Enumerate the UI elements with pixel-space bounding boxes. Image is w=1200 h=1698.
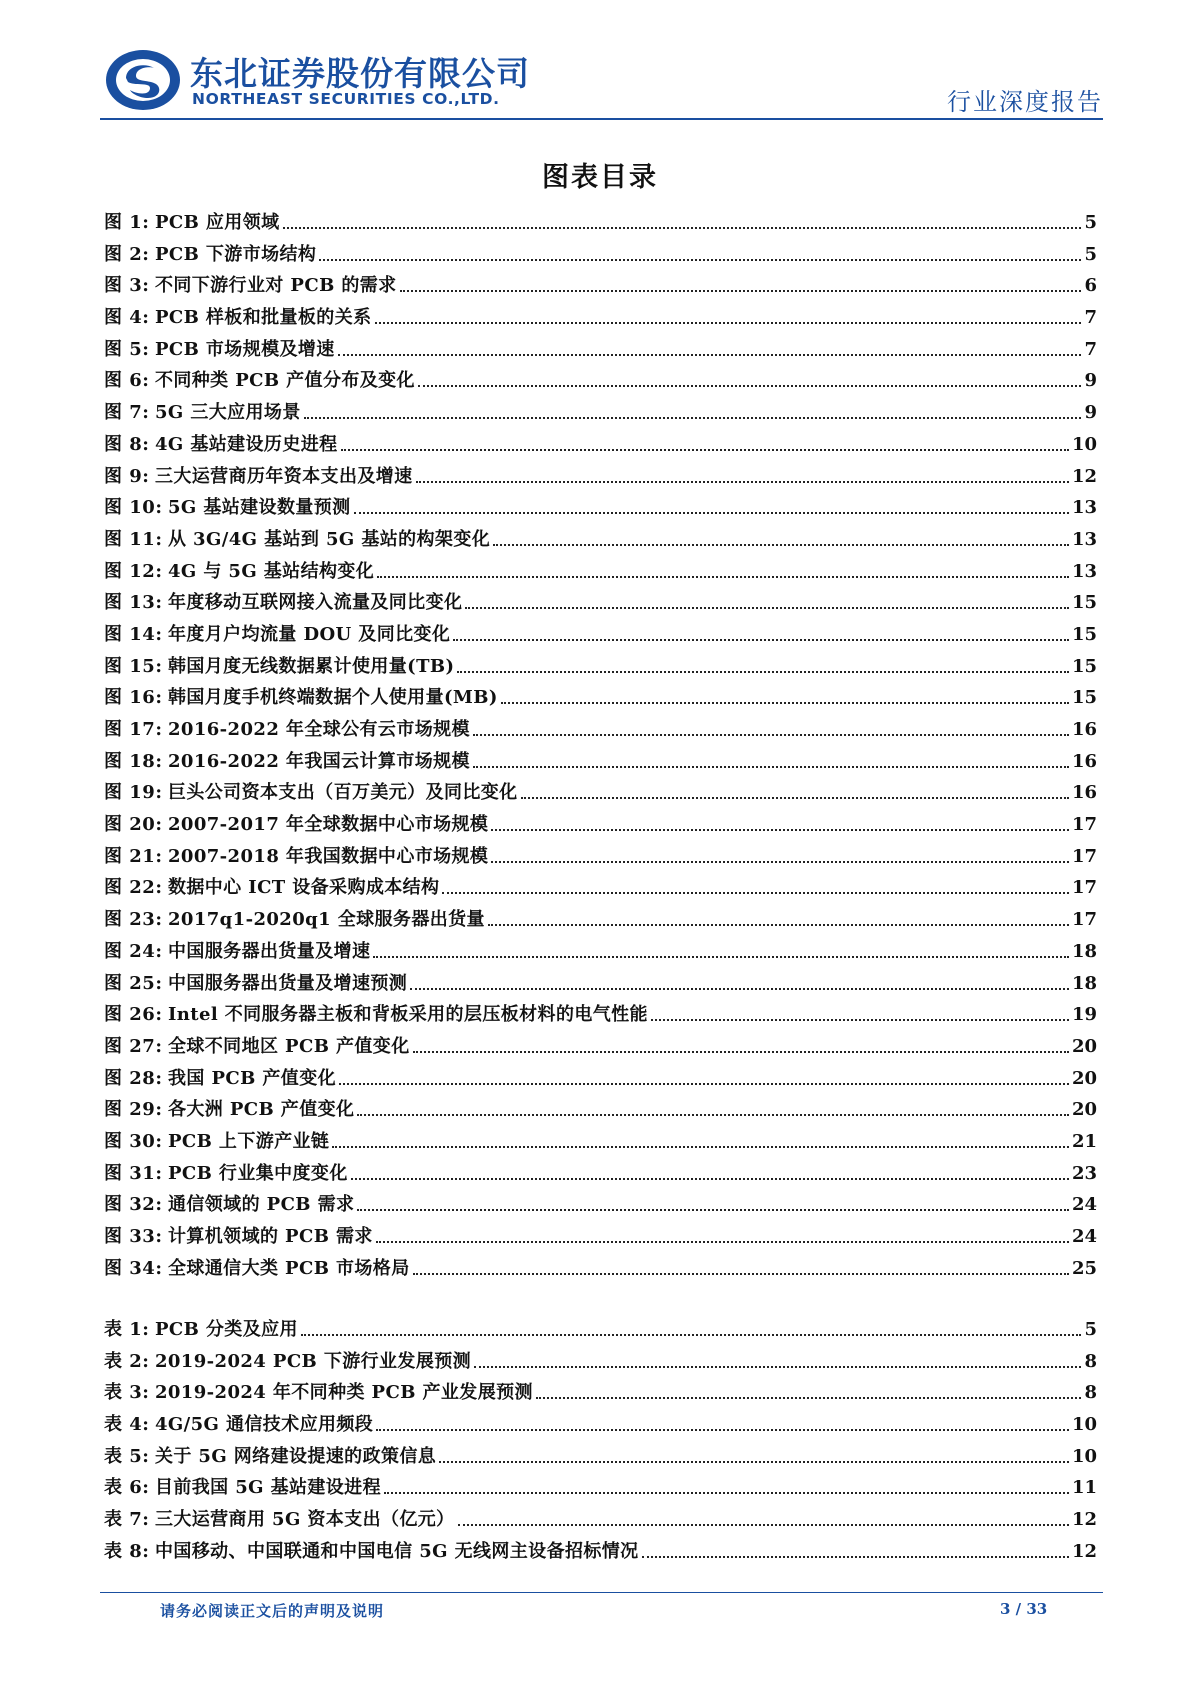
dot-leader (473, 748, 1069, 768)
dot-leader (418, 367, 1082, 387)
entry-label: 图 5 (104, 338, 143, 360)
entry-title: 年度移动互联网接入流量及同比变化 (167, 592, 463, 614)
dot-leader (376, 1223, 1069, 1243)
entry-title: 三大运营商用 5G 资本支出（亿元） (154, 1509, 455, 1531)
dot-leader (465, 589, 1069, 609)
entry-label: 图 14 (104, 623, 156, 645)
entry-page-number: 24 (1071, 1226, 1097, 1247)
entry-separator: : (142, 465, 149, 487)
dot-leader (474, 1348, 1081, 1368)
figure-entry[interactable] (104, 937, 1097, 969)
dot-leader (332, 1128, 1069, 1148)
entry-separator: : (155, 972, 162, 994)
entry-label: 图 20 (104, 814, 156, 836)
entry-page-number: 17 (1071, 814, 1097, 836)
entry-label: 表 1 (104, 1319, 143, 1340)
figure-entry[interactable] (104, 810, 1097, 842)
dot-leader (521, 779, 1069, 799)
figure-entry[interactable] (104, 1222, 1097, 1254)
dot-leader (453, 621, 1069, 641)
dot-leader (376, 1411, 1069, 1431)
entry-title: 2016-2022 年全球公有云市场规模 (167, 719, 470, 740)
entry-page-number: 17 (1071, 877, 1097, 899)
dot-leader (457, 653, 1069, 673)
entry-separator: : (155, 1130, 162, 1152)
dot-leader (354, 494, 1069, 514)
dot-leader (377, 558, 1069, 578)
entry-page-number: 5 (1084, 1319, 1097, 1340)
figure-entry[interactable] (104, 778, 1097, 810)
entry-page-number: 17 (1071, 909, 1097, 931)
page-header (100, 40, 1103, 120)
company-name-cn: 东北证券股份有限公司 (190, 54, 530, 93)
entry-label: 表 8 (104, 1540, 143, 1562)
entry-label: 表 5 (104, 1445, 143, 1467)
entry-separator: : (142, 1540, 149, 1562)
entry-page-number: 23 (1071, 1162, 1097, 1184)
entry-separator: : (142, 275, 149, 297)
dot-leader (501, 684, 1069, 704)
entry-separator: : (142, 1477, 149, 1499)
entry-title: 数据中心 ICT 设备采购成本结构 (167, 877, 440, 899)
entry-title: PCB 上下游产业链 (167, 1130, 330, 1152)
figure-entry[interactable] (104, 462, 1097, 494)
figure-entry[interactable] (104, 208, 1097, 240)
figure-list (104, 208, 1097, 1285)
table-entry[interactable] (104, 1378, 1097, 1410)
entry-label: 图 8 (104, 433, 143, 455)
entry-separator: : (155, 719, 162, 740)
entry-page-number: 20 (1071, 1035, 1097, 1057)
dot-leader (413, 1255, 1069, 1275)
entry-separator: : (142, 338, 149, 360)
entry-label: 图 11 (104, 528, 156, 550)
entry-page-number: 16 (1071, 782, 1097, 804)
entry-separator: : (155, 909, 162, 931)
entry-label: 图 34 (104, 1257, 156, 1279)
entry-label: 图 7 (104, 402, 143, 424)
entry-page-number: 10 (1071, 433, 1097, 455)
entry-title: 三大运营商历年资本支出及增速 (154, 465, 413, 487)
entry-title: PCB 应用领域 (154, 212, 280, 233)
table-entry[interactable] (104, 1315, 1097, 1347)
figure-entry[interactable] (104, 1032, 1097, 1064)
entry-title: 计算机领域的 PCB 需求 (167, 1226, 373, 1247)
entry-title: PCB 下游市场结构 (154, 243, 317, 265)
entry-title: 不同下游行业对 PCB 的需求 (154, 275, 397, 297)
entry-title: 5G 三大应用场景 (154, 402, 301, 424)
dot-leader (439, 1443, 1069, 1463)
entry-label: 图 24 (104, 940, 156, 962)
entry-label: 图 33 (104, 1226, 156, 1247)
entry-separator: : (142, 370, 149, 392)
entry-separator: : (142, 1319, 149, 1340)
dot-leader (384, 1474, 1069, 1494)
entry-title: 韩国月度手机终端数据个人使用量(MB) (167, 687, 498, 709)
dot-leader (373, 938, 1069, 958)
dot-leader (283, 209, 1082, 229)
figure-entry[interactable] (104, 620, 1097, 652)
entry-label: 图 21 (104, 845, 156, 867)
entry-title: 2016-2022 年我国云计算市场规模 (167, 750, 470, 772)
figure-entry[interactable] (104, 1127, 1097, 1159)
entry-title: 不同种类 PCB 产值分布及变化 (154, 370, 415, 392)
table-entry[interactable] (104, 1505, 1097, 1537)
table-entry[interactable] (104, 1442, 1097, 1474)
entry-label: 图 27 (104, 1035, 156, 1057)
figure-entry[interactable] (104, 1000, 1097, 1032)
dot-leader (416, 463, 1069, 483)
entry-title: PCB 样板和批量板的关系 (154, 307, 372, 329)
entry-label: 表 3 (104, 1382, 143, 1404)
entry-separator: : (155, 1099, 162, 1121)
entry-title: PCB 行业集中度变化 (167, 1162, 348, 1184)
entry-title: 各大洲 PCB 产值变化 (167, 1099, 355, 1121)
entry-separator: : (142, 1350, 149, 1372)
entry-title: 通信领域的 PCB 需求 (167, 1194, 355, 1216)
entry-label: 表 4 (104, 1414, 143, 1436)
entry-page-number: 19 (1071, 1004, 1097, 1026)
entry-title: 年度月户均流量 DOU 及同比变化 (167, 623, 451, 645)
figure-entry[interactable] (104, 588, 1097, 620)
entry-separator: : (142, 307, 149, 329)
entry-page-number: 8 (1084, 1350, 1097, 1372)
entry-page-number: 15 (1071, 623, 1097, 645)
disclaimer-note: 请务必阅读正文后的声明及说明 (160, 1602, 385, 1620)
dot-leader (491, 811, 1069, 831)
figure-entry[interactable] (104, 1159, 1097, 1191)
table-entry[interactable] (104, 1473, 1097, 1505)
dot-leader (642, 1538, 1069, 1558)
entry-separator: : (155, 560, 162, 582)
dot-leader (488, 906, 1069, 926)
entry-title: 我国 PCB 产值变化 (167, 1067, 336, 1089)
entry-separator: : (142, 1509, 149, 1531)
dot-leader (304, 399, 1082, 419)
entry-separator: : (142, 1382, 149, 1404)
table-entry[interactable] (104, 1537, 1097, 1569)
entry-title: 5G 基站建设数量预测 (167, 497, 351, 519)
entry-page-number: 10 (1071, 1414, 1097, 1436)
entry-title: 从 3G/4G 基站到 5G 基站的构架变化 (167, 528, 491, 550)
entry-title: 2019-2024 PCB 下游行业发展预测 (154, 1350, 472, 1372)
figure-entry[interactable] (104, 525, 1097, 557)
entry-separator: : (142, 402, 149, 424)
entry-separator: : (155, 877, 162, 899)
entry-label: 图 3 (104, 275, 143, 297)
entry-separator: : (155, 655, 162, 677)
figure-entry[interactable] (104, 430, 1097, 462)
entry-separator: : (155, 814, 162, 836)
entry-label: 图 12 (104, 560, 156, 582)
entry-separator: : (142, 212, 149, 233)
entry-label: 图 1 (104, 212, 143, 233)
page-indicator: 3 / 33 (1000, 1600, 1048, 1618)
entry-page-number: 15 (1071, 687, 1097, 709)
figure-entry[interactable] (104, 1095, 1097, 1127)
dot-leader (301, 1316, 1082, 1336)
dot-leader (410, 970, 1069, 990)
entry-separator: : (155, 1194, 162, 1216)
entry-title: 目前我国 5G 基站建设进程 (154, 1477, 381, 1499)
figure-entry[interactable] (104, 335, 1097, 367)
dot-leader (375, 304, 1082, 324)
entry-separator: : (155, 497, 162, 519)
entry-page-number: 12 (1071, 1509, 1097, 1531)
entry-page-number: 18 (1071, 940, 1097, 962)
entry-label: 图 10 (104, 497, 156, 519)
dot-leader (400, 272, 1082, 292)
entry-separator: : (155, 1226, 162, 1247)
entry-label: 图 13 (104, 592, 156, 614)
figure-entry[interactable] (104, 493, 1097, 525)
entry-label: 图 18 (104, 750, 156, 772)
figure-entry[interactable] (104, 905, 1097, 937)
figure-entry[interactable] (104, 683, 1097, 715)
dot-leader (413, 1033, 1069, 1053)
report-type-label: 行业深度报告 (947, 88, 1103, 116)
entry-label: 图 19 (104, 782, 156, 804)
entry-page-number: 20 (1071, 1067, 1097, 1089)
entry-page-number: 9 (1084, 402, 1097, 424)
entry-page-number: 16 (1071, 750, 1097, 772)
entry-title: 关于 5G 网络建设提速的政策信息 (154, 1445, 437, 1467)
entry-label: 图 9 (104, 465, 143, 487)
figure-entry[interactable] (104, 747, 1097, 779)
entry-page-number: 12 (1071, 465, 1097, 487)
entry-title: 2007-2018 年我国数据中心市场规模 (167, 845, 489, 867)
entry-label: 图 16 (104, 687, 156, 709)
dot-leader (458, 1506, 1069, 1526)
entry-page-number: 6 (1084, 275, 1097, 297)
entry-title: 全球不同地区 PCB 产值变化 (167, 1035, 410, 1057)
entry-separator: : (155, 750, 162, 772)
dot-leader (491, 843, 1069, 863)
entry-page-number: 25 (1071, 1257, 1097, 1279)
figure-entry[interactable] (104, 557, 1097, 589)
figure-entry[interactable] (104, 1254, 1097, 1286)
entry-label: 图 22 (104, 877, 156, 899)
entry-label: 图 15 (104, 655, 156, 677)
entry-page-number: 12 (1071, 1540, 1097, 1562)
entry-title: 韩国月度无线数据累计使用量(TB) (167, 655, 455, 677)
entry-label: 图 2 (104, 243, 143, 265)
dot-leader (493, 526, 1069, 546)
entry-label: 图 6 (104, 370, 143, 392)
figure-entry[interactable] (104, 969, 1097, 1001)
figure-entry[interactable] (104, 715, 1097, 747)
figure-entry[interactable] (104, 842, 1097, 874)
entry-title: 2007-2017 年全球数据中心市场规模 (167, 814, 489, 836)
entry-separator: : (155, 623, 162, 645)
entry-page-number: 5 (1084, 243, 1097, 265)
entry-label: 表 7 (104, 1509, 143, 1531)
entry-title: 2017q1-2020q1 全球服务器出货量 (167, 909, 485, 931)
entry-separator: : (155, 1162, 162, 1184)
entry-page-number: 13 (1071, 497, 1097, 519)
entry-page-number: 13 (1071, 560, 1097, 582)
entry-label: 图 31 (104, 1162, 156, 1184)
figure-entry[interactable] (104, 366, 1097, 398)
page-title: 图表目录 (542, 162, 658, 193)
figure-entry[interactable] (104, 873, 1097, 905)
entry-label: 表 6 (104, 1477, 143, 1499)
dot-leader (338, 336, 1082, 356)
entry-page-number: 9 (1084, 370, 1097, 392)
entry-title: 2019-2024 年不同种类 PCB 产业发展预测 (154, 1382, 533, 1404)
entry-title: PCB 分类及应用 (154, 1319, 298, 1340)
entry-separator: : (142, 1414, 149, 1436)
figure-entry[interactable] (104, 398, 1097, 430)
entry-separator: : (155, 592, 162, 614)
entry-title: 4G 基站建设历史进程 (154, 433, 338, 455)
entry-page-number: 24 (1071, 1194, 1097, 1216)
entry-page-number: 20 (1071, 1099, 1097, 1121)
entry-label: 图 4 (104, 307, 143, 329)
entry-label: 图 29 (104, 1099, 156, 1121)
entry-label: 图 28 (104, 1067, 156, 1089)
table-entry[interactable] (104, 1347, 1097, 1379)
entry-separator: : (155, 940, 162, 962)
entry-page-number: 13 (1071, 528, 1097, 550)
figure-entry[interactable] (104, 303, 1097, 335)
entry-label: 图 30 (104, 1130, 156, 1152)
entry-separator: : (155, 687, 162, 709)
entry-title: 4G 与 5G 基站结构变化 (167, 560, 375, 582)
entry-label: 图 32 (104, 1194, 156, 1216)
figure-entry[interactable] (104, 240, 1097, 272)
table-list (104, 1315, 1097, 1569)
dot-leader (319, 241, 1081, 261)
entry-separator: : (155, 845, 162, 867)
entry-separator: : (142, 243, 149, 265)
entry-label: 图 17 (104, 719, 156, 740)
entry-label: 图 23 (104, 909, 156, 931)
entry-label: 图 26 (104, 1004, 156, 1026)
dot-leader (536, 1379, 1082, 1399)
entry-label: 图 25 (104, 972, 156, 994)
entry-separator: : (142, 1445, 149, 1467)
footer-divider (100, 1592, 1103, 1593)
entry-title: Intel 不同服务器主板和背板采用的层压板材料的电气性能 (167, 1004, 648, 1026)
entry-separator: : (155, 1257, 162, 1279)
entry-page-number: 10 (1071, 1445, 1097, 1467)
dot-leader (351, 1160, 1069, 1180)
figure-entry[interactable] (104, 1190, 1097, 1222)
entry-page-number: 17 (1071, 845, 1097, 867)
company-name-en: NORTHEAST SECURITIES CO.,LTD. (192, 90, 500, 108)
northeast-securities-logo-icon (104, 48, 182, 112)
entry-title: 4G/5G 通信技术应用频段 (154, 1414, 374, 1436)
entry-page-number: 7 (1084, 307, 1097, 329)
entry-separator: : (155, 1035, 162, 1057)
entry-page-number: 15 (1071, 592, 1097, 614)
entry-page-number: 15 (1071, 655, 1097, 677)
entry-separator: : (155, 1067, 162, 1089)
entry-title: 中国服务器出货量及增速 (167, 940, 371, 962)
dot-leader (357, 1096, 1069, 1116)
dot-leader (651, 1001, 1069, 1021)
entry-page-number: 21 (1071, 1130, 1097, 1152)
entry-separator: : (155, 528, 162, 550)
figure-entry[interactable] (104, 271, 1097, 303)
dot-leader (357, 1191, 1069, 1211)
entry-separator: : (155, 782, 162, 804)
dot-leader (473, 716, 1069, 736)
entry-page-number: 18 (1071, 972, 1097, 994)
figure-entry[interactable] (104, 652, 1097, 684)
entry-page-number: 16 (1071, 719, 1097, 740)
dot-leader (341, 431, 1069, 451)
dot-leader (442, 874, 1068, 894)
entry-page-number: 7 (1084, 338, 1097, 360)
entry-separator: : (155, 1004, 162, 1026)
header-divider (100, 118, 1103, 120)
entry-page-number: 5 (1084, 212, 1097, 233)
table-entry[interactable] (104, 1410, 1097, 1442)
entry-page-number: 11 (1071, 1477, 1097, 1499)
entry-separator: : (142, 433, 149, 455)
entry-title: 中国服务器出货量及增速预测 (167, 972, 408, 994)
entry-title: 巨头公司资本支出（百万美元）及同比变化 (167, 782, 518, 804)
entry-title: 全球通信大类 PCB 市场格局 (167, 1257, 410, 1279)
entry-label: 表 2 (104, 1350, 143, 1372)
entry-page-number: 8 (1084, 1382, 1097, 1404)
entry-title: PCB 市场规模及增速 (154, 338, 335, 360)
entry-title: 中国移动、中国联通和中国电信 5G 无线网主设备招标情况 (154, 1540, 639, 1562)
dot-leader (339, 1065, 1069, 1085)
figure-entry[interactable] (104, 1064, 1097, 1096)
